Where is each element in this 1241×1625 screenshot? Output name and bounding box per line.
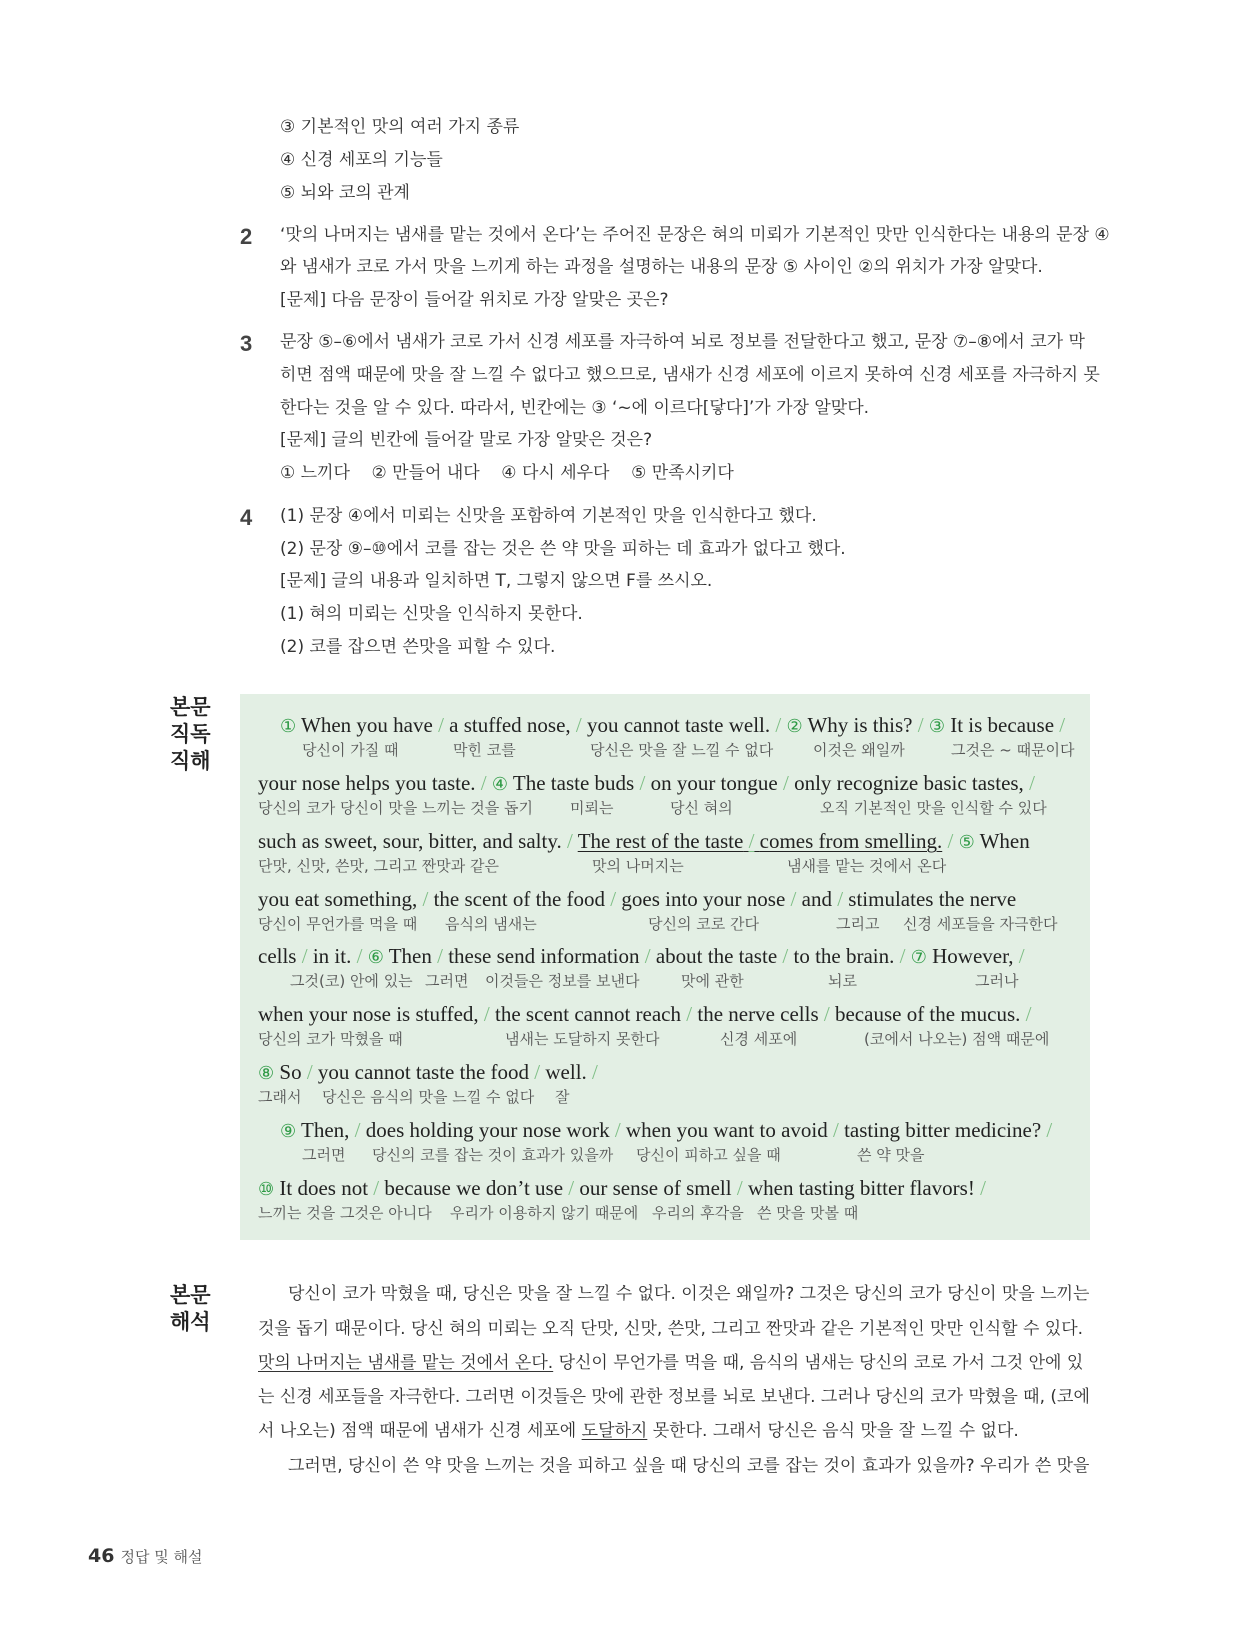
passage-row-8: ⑨ Then, / does holding your nose work / when you want to avoid / tasting bitter medicine? / bbox=[280, 1118, 1053, 1142]
question-3-line: 히면 점액 때문에 맛을 잘 느낄 수 없다고 했으므로, 냄새가 신경 세포에 이르지 못하여 신경 세포를 자극하지 못 bbox=[280, 365, 1100, 385]
gloss: 그러면 bbox=[425, 972, 469, 990]
sentence-number: ⑨ bbox=[280, 1121, 297, 1142]
gloss: 당신의 코로 간다 bbox=[648, 915, 759, 933]
gloss: 당신은 음식의 맛을 느낄 수 없다 bbox=[322, 1088, 535, 1106]
gloss: 이것들은 정보를 보낸다 bbox=[485, 972, 640, 990]
question-2-line: 와 냄새가 코로 가서 맛을 느끼게 하는 과정을 설명하는 내용의 문장 ⑤ 사이인 ②의 위치가 가장 알맞다. bbox=[280, 257, 1043, 277]
gloss: 당신의 코가 막혔을 때 bbox=[258, 1030, 403, 1048]
gloss: 그것은 ~ 때문이다 bbox=[951, 741, 1075, 759]
gloss: 막힌 코를 bbox=[453, 741, 516, 759]
gloss: 맛에 관한 bbox=[681, 972, 744, 990]
sentence-number: ⑧ bbox=[258, 1063, 275, 1084]
sentence-number: ② bbox=[786, 716, 803, 737]
sentence-number: ③ bbox=[928, 716, 945, 737]
gloss: 신경 세포들을 자극한다 bbox=[903, 915, 1058, 933]
gloss: 쓴 맛을 맛볼 때 bbox=[757, 1204, 859, 1222]
passage-row-9: ⑩ It does not / because we don’t use / our sense of smell / when tasting bitter flavors! / bbox=[258, 1176, 986, 1200]
gloss: 당신이 피하고 싶을 때 bbox=[636, 1146, 781, 1164]
gloss: 뇌로 bbox=[828, 972, 857, 990]
section-label-direct-reading: 본문 직독 직해 bbox=[170, 695, 211, 773]
passage-row-1: ① When you have / a stuffed nose, / you cannot taste well. / ② Why is this? / ③ It is because / bbox=[280, 713, 1066, 737]
sentence-number: ⑤ bbox=[958, 832, 975, 853]
question-4-line: (1) 문장 ④에서 미뢰는 신맛을 포함하여 기본적인 맛을 인식한다고 했다. bbox=[280, 506, 817, 526]
question-3-choices: ① 느끼다 ② 만들어 내다 ④ 다시 세우다 ⑤ 만족시키다 bbox=[280, 463, 734, 483]
translation-line: 는 신경 세포들을 자극한다. 그러면 이것들은 맛에 관한 정보를 뇌로 보낸다. 그러나 당신의 코가 막혔을 때, (코에 bbox=[258, 1387, 1090, 1407]
question-4-prompt: [문제] 글의 내용과 일치하면 T, 그렇지 않으면 F를 쓰시오. bbox=[280, 571, 713, 591]
sentence-number: ⑩ bbox=[258, 1179, 275, 1200]
gloss: 오직 기본적인 맛을 인식할 수 있다 bbox=[820, 799, 1047, 817]
page-footer bbox=[88, 1545, 202, 1567]
gloss: 미뢰는 bbox=[570, 799, 614, 817]
translation-line: 맛의 나머지는 냄새를 맡는 것에서 온다. 당신이 무언가를 먹을 때, 음식의 냄새는 당신의 코로 가서 그것 안에 있 bbox=[258, 1353, 1084, 1373]
gloss: 그리고 bbox=[836, 915, 880, 933]
gloss: 그러나 bbox=[975, 972, 1019, 990]
passage-row-2: your nose helps you taste. / ④ The taste buds / on your tongue / only recognize basic tastes, / bbox=[258, 771, 1035, 795]
gloss: 당신의 코를 잡는 것이 효과가 있을까 bbox=[372, 1146, 614, 1164]
question-4-statement: (2) 코를 잡으면 쓴맛을 피할 수 있다. bbox=[280, 637, 556, 657]
question-4-statement: (1) 혀의 미뢰는 신맛을 인식하지 못한다. bbox=[280, 604, 583, 624]
gloss: 냄새를 맡는 것에서 온다 bbox=[787, 857, 947, 875]
gloss: 그러면 bbox=[302, 1146, 346, 1164]
option-4: ④ 신경 세포의 기능들 bbox=[280, 150, 443, 170]
gloss: 맛의 나머지는 bbox=[592, 857, 684, 875]
translation-line: 것을 돕기 때문이다. 당신 혀의 미뢰는 오직 단맛, 신맛, 쓴맛, 그리고 짠맛과 같은 기본적인 맛만 인식할 수 있다. bbox=[258, 1319, 1084, 1339]
gloss: 잘 bbox=[555, 1088, 570, 1106]
section-label-translation: 본문 해석 bbox=[170, 1283, 211, 1334]
sentence-number: ① bbox=[280, 716, 297, 737]
gloss: (코에서 나오는) 점액 때문에 bbox=[864, 1030, 1050, 1048]
question-2-number: 2 bbox=[240, 224, 253, 249]
passage-row-7: ⑧ So / you cannot taste the food / well. / bbox=[258, 1060, 598, 1084]
gloss: 당신 혀의 bbox=[670, 799, 733, 817]
translation-line: 서 나오는) 점액 때문에 냄새가 신경 세포에 도달하지 못한다. 그래서 당신은 음식 맛을 잘 느낄 수 없다. bbox=[258, 1421, 1019, 1441]
gloss: 그것(코) 안에 있는 bbox=[290, 972, 413, 990]
gloss: 이것은 왜일까 bbox=[813, 741, 905, 759]
question-4-number: 4 bbox=[240, 505, 253, 530]
gloss: 당신의 코가 당신이 맛을 느끼는 것을 돕기 bbox=[258, 799, 533, 817]
question-4-line: (2) 문장 ⑨–⑩에서 코를 잡는 것은 쓴 약 맛을 피하는 데 효과가 없다고 했다. bbox=[280, 539, 846, 559]
gloss: 우리가 이용하지 않기 때문에 bbox=[450, 1204, 639, 1222]
question-3-number: 3 bbox=[240, 331, 253, 356]
question-2-line: ‘맛의 나머지는 냄새를 맡는 것에서 온다’는 주어진 문장은 혀의 미뢰가 기본적인 맛만 인식한다는 내용의 문장 ④ bbox=[280, 225, 1110, 245]
gloss: 우리의 후각을 bbox=[652, 1204, 744, 1222]
sentence-number: ⑥ bbox=[367, 947, 384, 968]
gloss: 느끼는 것을 그것은 아니다 bbox=[258, 1204, 432, 1222]
passage-row-3: such as sweet, sour, bitter, and salty. / The rest of the taste / comes from smelling. / ⑤ When bbox=[258, 829, 1030, 853]
option-3: ③ 기본적인 맛의 여러 가지 종류 bbox=[280, 117, 520, 137]
question-3-line: 문장 ⑤–⑥에서 냄새가 코로 가서 신경 세포를 자극하여 뇌로 정보를 전달한다고 했고, 문장 ⑦–⑧에서 코가 막 bbox=[280, 332, 1085, 352]
option-5: ⑤ 뇌와 코의 관계 bbox=[280, 183, 410, 203]
question-2-prompt: [문제] 다음 문장이 들어갈 위치로 가장 알맞은 곳은? bbox=[280, 290, 669, 310]
gloss: 단맛, 신맛, 쓴맛, 그리고 짠맛과 같은 bbox=[258, 857, 500, 875]
gloss: 당신이 가질 때 bbox=[302, 741, 399, 759]
gloss: 신경 세포에 bbox=[720, 1030, 798, 1048]
gloss: 냄새는 도달하지 못한다 bbox=[505, 1030, 660, 1048]
sentence-number: ④ bbox=[491, 774, 509, 795]
question-3-line: 한다는 것을 알 수 있다. 따라서, 빈칸에는 ③ ‘~에 이르다[닿다]’가 가장 알맞다. bbox=[280, 398, 870, 418]
gloss: 음식의 냄새는 bbox=[445, 915, 537, 933]
sentence-number: ⑦ bbox=[910, 947, 927, 968]
gloss: 쓴 약 맛을 bbox=[857, 1146, 925, 1164]
question-3-prompt: [문제] 글의 빈칸에 들어갈 말로 가장 알맞은 것은? bbox=[280, 430, 653, 450]
passage-row-6: when your nose is stuffed, / the scent cannot reach / the nerve cells / because of the mucus. / bbox=[258, 1002, 1032, 1026]
gloss: 그래서 bbox=[258, 1088, 302, 1106]
gloss: 당신은 맛을 잘 느낄 수 없다 bbox=[590, 741, 774, 759]
translation-line: 당신이 코가 막혔을 때, 당신은 맛을 잘 느낄 수 없다. 이것은 왜일까? 그것은 당신의 코가 당신이 맛을 느끼는 bbox=[288, 1284, 1090, 1304]
translation-line: 그러면, 당신이 쓴 약 맛을 느끼는 것을 피하고 싶을 때 당신의 코를 잡는 것이 효과가 있을까? 우리가 쓴 맛을 bbox=[288, 1456, 1090, 1476]
passage-row-5: cells / in it. / ⑥ Then / these send information / about the taste / to the brain. / ⑦ However, / bbox=[258, 944, 1025, 968]
page-number: 46 bbox=[88, 1545, 115, 1567]
passage-row-4: you eat something, / the scent of the food / goes into your nose / and / stimulates the nerve bbox=[258, 887, 1017, 911]
footer-label: 정답 및 해설 bbox=[120, 1548, 203, 1566]
gloss: 당신이 무언가를 먹을 때 bbox=[258, 915, 418, 933]
